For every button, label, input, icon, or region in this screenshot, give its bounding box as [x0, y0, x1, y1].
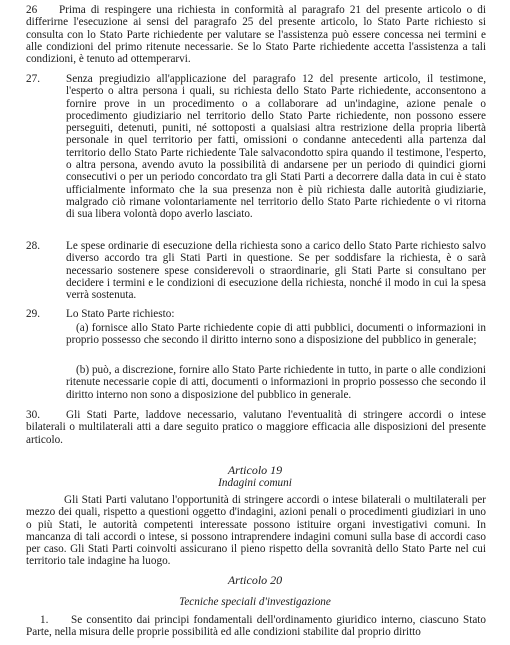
paragraph-30-number: 30.: [26, 409, 40, 421]
paragraph-27-text: Senza pregiudizio all'applicazione del paragrafo 12 del presente articolo, il testimone, l'esperto o altra persona i quali, su richiesta dello Stato Parte richiedente, acconsentono a fornire prove in un procedimento o a collaborare ad un'indagine, azione penale o procedimento giudiziario nel territorio dello Stato Parte richiedente, non possono essere perseguiti, detenuti, puniti, né sottoposti a qualsiasi altra restrizione della propria libertà personale in quel territorio per fatti, omissioni o condanne antecedenti alla partenza dal territorio dello Stato Parte richiedente Tale salvacondotto spira quando il testimone, l'esperto, o altra persona, avendo avuto la possibilità di andarsene per un periodo di quindici giorni consecutivi o per un periodo concordato tra gli Stati Parti a decorrere dalla data in cui è stato ufficialmente informato che la sua presenza non è più richiesta dalle autorità giudiziarie, malgrado ciò rimane volontariamente nel territorio dello Stato Parte richiedente o vi ritorna di sua libera volontà dopo averlo lasciato.: [66, 73, 486, 221]
paragraph-27-number: 27.: [26, 73, 40, 85]
paragraph-29-item-b: (b) può, a discrezione, fornire allo Stato Parte richiedente in tutto, in parte o alle condizioni ritenute necessarie copie di atti, documenti o informazioni in proprio possesso che secondo il diritto interno non sono a disposizione del pubblico in generale.: [66, 364, 486, 401]
paragraph-26-text: Prima di respingere una richiesta in conformità al paragrafo 21 del presente articolo o di differirne l'esecuzione ai sensi del paragrafo 25 del presente articolo, lo Stato Parte richiesto si consulta con lo Stato Parte richiedente per valutare se l'assistenza può essere concessa nei termini e alle condizioni del primo ritenute necessarie. Se lo Stato Parte richiedente accetta l'assistenza a tali condizioni, è tenuto ad ottemperarvi.: [26, 4, 486, 66]
article-20-paragraph-1-text: Se consentito dai principi fondamentali dell'ordinamento giuridico interno, ciascuno Stato Parte, nella misura delle proprie possibilità ed alle condizioni stabilite dal proprio diritto: [26, 614, 486, 639]
article-20-subtitle: Tecniche speciali d'investigazione: [179, 596, 331, 608]
paragraph-26-number: 26: [26, 4, 38, 16]
article-19-title: Articolo 19: [227, 463, 283, 477]
paragraph-29-number: 29.: [26, 308, 40, 320]
paragraph-30-text: Gli Stati Parte, laddove necessario, valutano l'eventualità di stringere accordi o intese bilaterali o multilaterali atti a dare seguito pratico o maggiore efficacia alle disposizioni del presente articolo.: [26, 409, 486, 446]
article-20-title: Articolo 20: [227, 573, 283, 587]
paragraph-29-item-a: (a) fornisce allo Stato Parte richiedente copie di atti pubblici, documenti o informazioni in proprio possesso che secondo il diritto interno sono a disposizione del pubblico in generale;: [66, 322, 486, 347]
paragraph-28-number: 28.: [26, 240, 40, 252]
article-19-subtitle: Indagini comuni: [218, 477, 292, 489]
article-19-text: Gli Stati Parti valutano l'opportunità di stringere accordi o intese bilaterali o multilaterali per mezzo dei quali, rispetto a questioni oggetto d'indagini, azioni penali o procedimenti giudiziari in uno o più Stati, le autorità competenti interessate possono istituire organi investigativi comuni. In mancanza di tali accordi o intese, si possono intraprendere indagini comuni sulla base di accordi caso per caso. Gli Stati Parti coinvolti assicurano il pieno rispetto della sovranità dello Stato Parte nel cui territorio tale indagine ha luogo.: [26, 494, 486, 568]
paragraph-28-text: Le spese ordinarie di esecuzione della richiesta sono a carico dello Stato Parte richiesto salvo diverso accordo tra gli Stati Parti in questione. Se per soddisfare la richiesta, è o sarà necessario sostenere spese considerevoli o straordinarie, gli Stati Parte si consultano per decidere i termini e le condizioni di esecuzione della richiesta, nonché il modo in cui la spesa verrà sostenuta.: [66, 240, 486, 302]
paragraph-29-intro: Lo Stato Parte richiesto:: [66, 308, 175, 320]
article-20-paragraph-1-number: 1.: [40, 614, 49, 626]
